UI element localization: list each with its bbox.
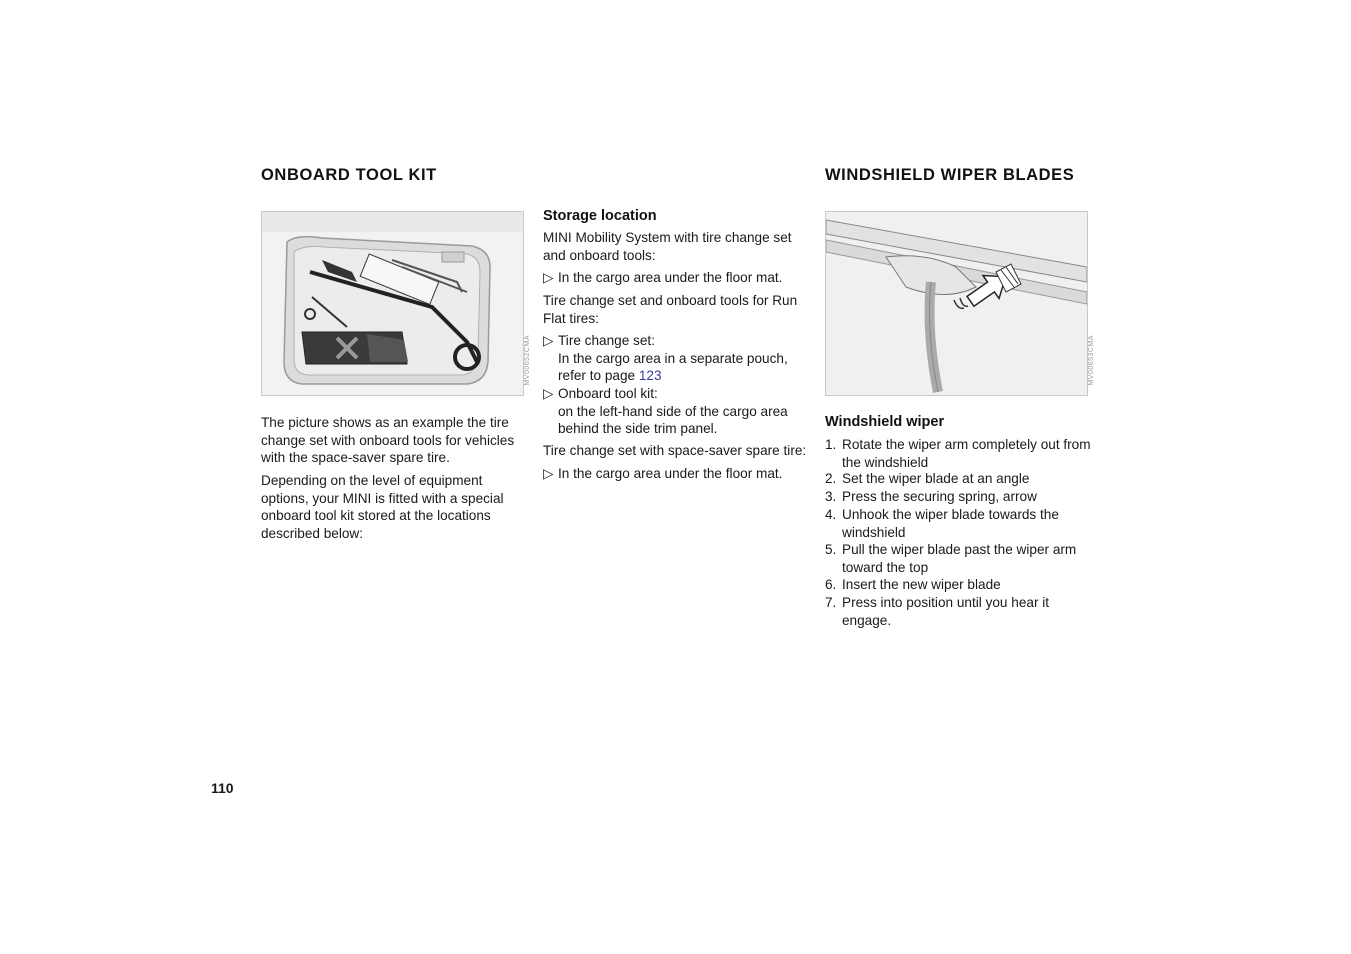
bullet-triangle-icon: ▷ — [543, 270, 554, 285]
mobility-system-intro: MINI Mobility System with tire change set and onboard tools: — [543, 230, 792, 263]
list-item: 7. Press into position until you hear it engage. — [825, 595, 1050, 628]
list-item: 4. Unhook the wiper blade towards the windshield — [825, 507, 1059, 540]
figure-code-right: MV00653CMA — [1088, 335, 1095, 386]
tool-kit-figure — [261, 211, 524, 396]
wiper-figure — [825, 211, 1088, 396]
list-item: 1. Rotate the wiper arm completely out from the windshield — [825, 437, 1091, 470]
bullet-triangle-icon: ▷ — [543, 333, 554, 348]
figure-code-left: MV00652CMA — [524, 335, 531, 386]
intro-paragraph-1: The picture shows as an example the tire change set with onboard tools for vehicles with the space-saver spare tire. — [261, 415, 515, 466]
space-saver-intro: Tire change set with space-saver spare tire: — [543, 443, 807, 458]
tool-kit-illustration — [262, 212, 523, 395]
bullet-triangle-icon: ▷ — [543, 466, 554, 481]
bullet-body: In the cargo area in a separate pouch, refer to page — [558, 350, 788, 384]
intro-paragraph-2: Depending on the level of equipment options, your MINI is fitted with a special onboard tool kit stored at the locations described below: — [261, 473, 504, 542]
list-item: 3. Press the securing spring, arrow — [825, 489, 1037, 504]
bullet-text: In the cargo area under the floor mat. — [558, 466, 783, 481]
wiper-illustration — [826, 212, 1087, 395]
list-item: 2. Set the wiper blade at an angle — [825, 471, 1030, 486]
bullet-item-tire-change-set — [543, 332, 818, 385]
bullet-triangle-icon: ▷ — [543, 386, 554, 401]
page-reference-link[interactable]: 123 — [638, 368, 662, 384]
list-item: 5. Pull the wiper blade past the wiper arm toward the top — [825, 542, 1077, 575]
run-flat-intro: Tire change set and onboard tools for Run Flat tires: — [543, 293, 798, 326]
bullet-item-floor-mat-1 — [543, 269, 818, 287]
bullet-text: In the cargo area under the floor mat. — [558, 270, 783, 285]
bullet-item-onboard-tool-kit — [543, 385, 818, 438]
section-heading-wiper-blades: WINDSHIELD WIPER BLADES — [825, 166, 1075, 184]
bullet-title: Onboard tool kit: — [558, 386, 658, 401]
section-heading-tool-kit: ONBOARD TOOL KIT — [261, 166, 437, 184]
storage-location-heading: Storage location — [543, 208, 657, 224]
bullet-body: on the left-hand side of the cargo area behind the side trim panel. — [558, 403, 788, 437]
page-number: 110 — [211, 780, 234, 796]
bullet-item-floor-mat-2 — [543, 465, 818, 483]
windshield-wiper-heading: Windshield wiper — [825, 414, 945, 430]
bullet-title: Tire change set: — [558, 333, 655, 348]
list-item: 6. Insert the new wiper blade — [825, 577, 1001, 592]
